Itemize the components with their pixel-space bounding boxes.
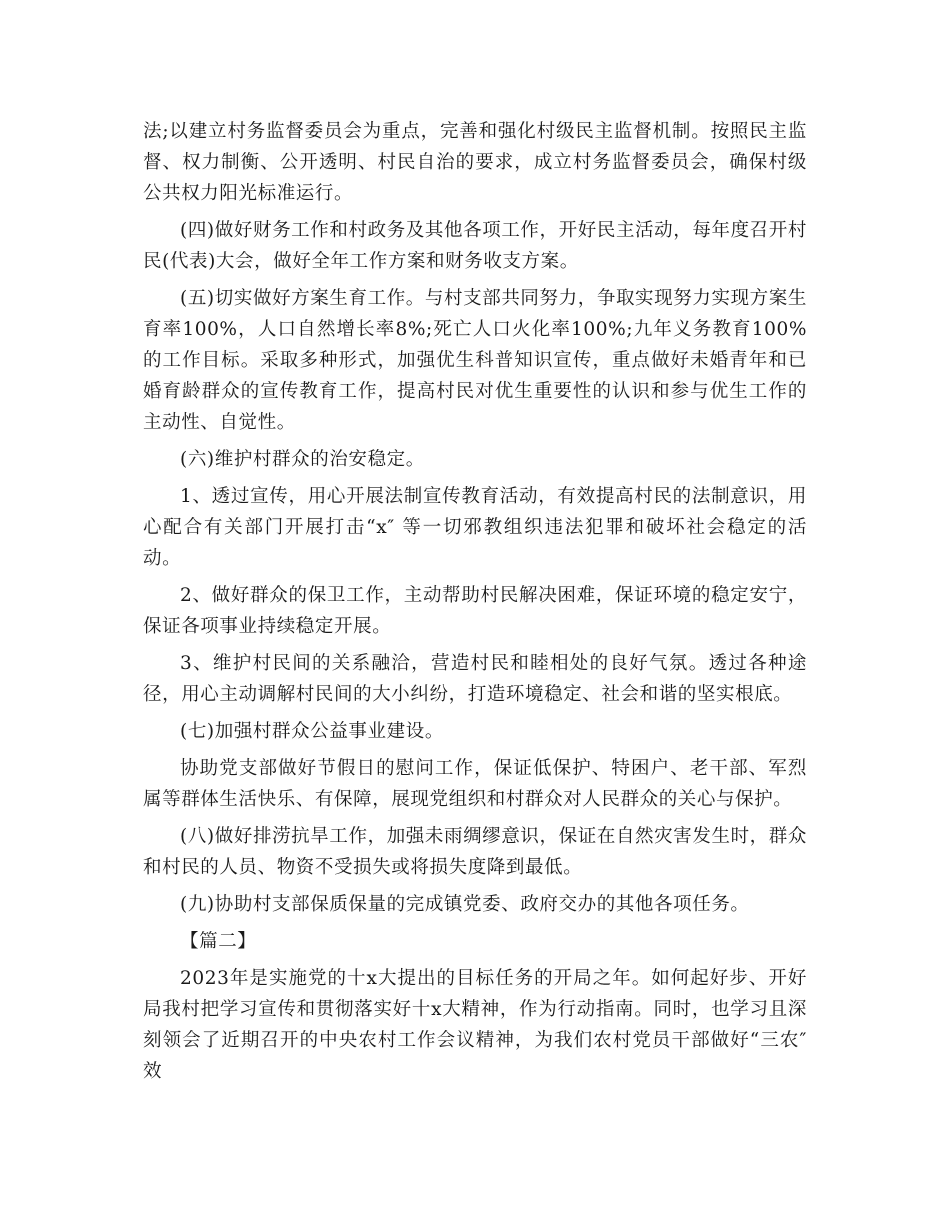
paragraph-item-6-heading: (六)维护村群众的治安稳定。: [180, 449, 425, 470]
paragraph-item-7-heading: (七)加强村群众公益事业建设。: [180, 721, 444, 742]
paragraph-item-4: (四)做好财务工作和村政务及其他各项工作，开好民主活动，每年度召开村民(代表)大会，做好全年工作方案和财务收支方案。: [143, 220, 807, 272]
paragraph-part-two-intro: 2023年是实施党的十x大提出的目标任务的开局之年。如何起好步、开好局我村把学习宣传和贯彻落实好十x大精神，作为行动指南。同时，也学习且深刻领会了近期召开的中央农村工作会议精神，为我们农村党员干部做好“三农″ 效: [143, 968, 807, 1082]
paragraph-item-6-1: 1、透过宣传，用心开展法制宣传教育活动，有效提高村民的法制意识，用心配合有关部门开展打击“x″ 等一切邪教组织违法犯罪和破坏社会稳定的活动。: [143, 486, 807, 569]
section-heading-part-two: 【篇二】: [180, 931, 257, 952]
paragraph-item-5: (五)切实做好方案生育工作。与村支部共同努力，争取实现努力实现方案生育率100%，人口自然增长率8%;死亡人口火化率100%;九年义务教育100%的工作目标。采取多种形式，加强优生科普知识宣传，重点做好未婚青年和已婚育龄群众的宣传教育工作，提高村民对优生重要性的认识和参与优生工作的主动性、自觉性。: [143, 288, 807, 433]
paragraph-item-7-body: 协助党支部做好节假日的慰问工作，保证低保护、特困户、老干部、军烈属等群体生活快乐、有保障，展现党组织和村群众对人民群众的关心与保护。: [143, 758, 807, 810]
paragraph-item-6-2: 2、做好群众的保卫工作，主动帮助村民解决困难，保证环境的稳定安宁，保证各项事业持续稳定开展。: [143, 585, 807, 637]
document-body: [143, 116, 807, 1093]
paragraph-item-8: (八)做好排涝抗旱工作，加强未雨绸缪意识，保证在自然灾害发生时，群众和村民的人员、物资不受损失或将损失度降到最低。: [143, 826, 807, 878]
paragraph-item-6-3: 3、维护村民间的关系融洽，营造村民和睦相处的良好气氛。透过各种途径，用心主动调解村民间的大小纠纷，打造环境稳定、社会和谐的坚实根底。: [143, 653, 807, 705]
paragraph-item-9: (九)协助村支部保质保量的完成镇党委、政府交办的其他各项任务。: [180, 894, 750, 915]
paragraph-supervision: 法;以建立村务监督委员会为重点，完善和强化村级民主监督机制。按照民主监督、权力制衡、公开透明、村民自治的要求，成立村务监督委员会，确保村级公共权力阳光标准运行。: [143, 121, 807, 204]
